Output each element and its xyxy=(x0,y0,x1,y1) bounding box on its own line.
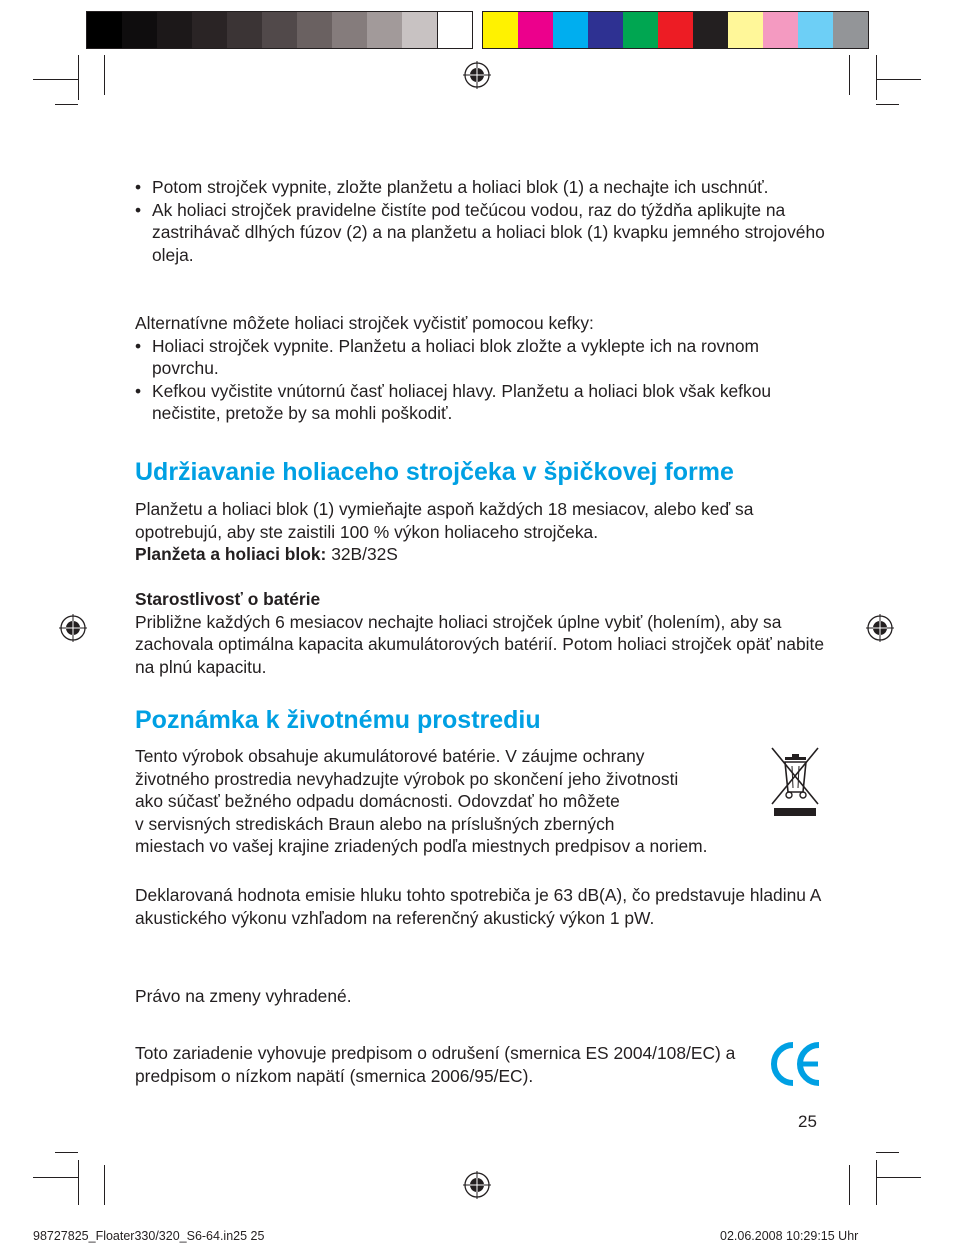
crop-mark xyxy=(849,55,850,95)
crop-mark xyxy=(78,1160,79,1205)
ce-compliance-paragraph: Toto zariadenie vyhovuje predpisom o odrušení (smernica ES 2004/108/EC) a predpisom o nízkom napätí (smernica 2006/95/EC). xyxy=(135,1043,736,1086)
brush-cleaning-block xyxy=(135,312,825,425)
env-line: Tento výrobok obsahuje akumulátorové batérie. V záujme ochrany xyxy=(135,746,645,766)
part-number-value: 32B/32S xyxy=(326,544,398,565)
color-swatch xyxy=(157,12,192,48)
color-swatch xyxy=(483,12,518,48)
color-swatch xyxy=(437,12,472,48)
color-swatch xyxy=(658,12,693,48)
crop-mark xyxy=(55,104,78,105)
grayscale-color-bar xyxy=(86,11,473,49)
part-number-label: Planžeta a holiaci blok: xyxy=(135,544,327,565)
color-swatch xyxy=(227,12,262,48)
process-color-bar xyxy=(482,11,869,49)
environment-paragraph xyxy=(135,745,835,858)
color-swatch xyxy=(763,12,798,48)
color-swatch xyxy=(192,12,227,48)
footer-file-info: 98727825_Floater330/320_S6-64.in25 25 xyxy=(33,1229,265,1243)
list-item: • Kefkou vyčistite vnútornú časť holiacej hlavy. Planžetu a holiaci blok však kefkou nečistite, pretože by sa mohli poškodiť. xyxy=(135,380,825,425)
color-swatch xyxy=(402,12,437,48)
env-line: v servisných strediskách Braun alebo na príslušných zberných xyxy=(135,813,615,834)
brush-cleaning-intro: Alternatívne môžete holiaci strojček vyčistiť pomocou kefky: xyxy=(135,313,594,333)
color-swatch xyxy=(588,12,623,48)
ce-mark-icon xyxy=(770,1041,822,1087)
color-swatch xyxy=(518,12,553,48)
env-line: životného prostredia nevyhadzujte výrobok po skončení jeho životnosti xyxy=(135,768,679,789)
registration-mark-icon xyxy=(59,614,87,642)
crop-mark xyxy=(33,79,78,80)
maintenance-paragraph: Planžetu a holiaci blok (1) vymieňajte aspoň každých 18 mesiacov, alebo keď sa opotrebujú, aby ste zaistili 100 % výkon holiaceho strojčeka. xyxy=(135,499,754,542)
crop-mark xyxy=(876,1177,921,1178)
crop-mark xyxy=(876,1152,899,1153)
crop-mark xyxy=(78,55,79,100)
env-line: miestach vo vašej krajine zriadených podľa miestnych predpisov a noriem. xyxy=(135,836,708,857)
color-swatch xyxy=(332,12,367,48)
crop-mark xyxy=(876,1160,877,1205)
noise-paragraph: Deklarovaná hodnota emisie hluku tohto spotrebiča je 63 dB(A), čo predstavuje hladinu A akustického výkonu vzhľadom na referenčný akustický výkon 1 pW. xyxy=(135,885,821,928)
color-swatch xyxy=(623,12,658,48)
page-number: 25 xyxy=(798,1112,817,1131)
color-swatch xyxy=(367,12,402,48)
color-swatch xyxy=(87,12,122,48)
section-heading-maintenance: Udržiavanie holiaceho strojčeka v špičkovej forme xyxy=(135,458,734,486)
color-swatch xyxy=(297,12,332,48)
list-item: • Ak holiaci strojček pravidelne čistíte pod tečúcou vodou, raz do týždňa aplikujte na zastrihávač dlhých fúzov (2) a na planžetu a holiaci blok (1) kvapku jemného strojového oleja. xyxy=(135,199,825,267)
crop-mark xyxy=(104,1165,105,1205)
footer-timestamp: 02.06.2008 10:29:15 Uhr xyxy=(720,1229,859,1243)
registration-mark-icon xyxy=(463,61,491,89)
color-swatch xyxy=(693,12,728,48)
maintenance-block xyxy=(135,498,825,566)
crop-mark xyxy=(33,1177,78,1178)
color-swatch xyxy=(262,12,297,48)
battery-care-heading: Starostlivosť o batérie xyxy=(135,589,321,609)
rights-reserved: Právo na zmeny vyhradené. xyxy=(135,986,352,1006)
color-swatch xyxy=(728,12,763,48)
color-swatch xyxy=(122,12,157,48)
list-item: • Holiaci strojček vypnite. Planžetu a holiaci blok zložte a vyklepte ich na rovnom povrchu. xyxy=(135,335,825,380)
crop-mark xyxy=(849,1165,850,1205)
crop-mark xyxy=(876,79,921,80)
crop-mark xyxy=(104,55,105,95)
section-heading-environment: Poznámka k životnému prostrediu xyxy=(135,706,541,734)
registration-mark-icon xyxy=(866,614,894,642)
color-swatch xyxy=(553,12,588,48)
battery-care-paragraph: Približne každých 6 mesiacov nechajte holiaci strojček úplne vybiť (holením), aby sa zachovala optimálna kapacita akumulátorových batérií. Potom holiaci strojček opäť nabite na plnú kapacitu. xyxy=(135,611,824,677)
battery-block xyxy=(135,588,825,678)
registration-mark-icon xyxy=(463,1171,491,1199)
env-line: ako súčasť bežného odpadu domácnosti. Odovzdať ho môžete xyxy=(135,791,620,812)
part-number-line xyxy=(135,543,825,566)
crop-mark xyxy=(876,104,899,105)
cleaning-steps-list xyxy=(135,176,825,266)
color-swatch xyxy=(833,12,868,48)
crossed-out-wheelie-bin-icon xyxy=(770,746,820,818)
list-item: • Potom strojček vypnite, zložte planžetu a holiaci blok (1) a nechajte ich uschnúť. xyxy=(135,176,825,199)
color-swatch xyxy=(798,12,833,48)
crop-mark xyxy=(876,55,877,100)
crop-mark xyxy=(55,1152,78,1153)
